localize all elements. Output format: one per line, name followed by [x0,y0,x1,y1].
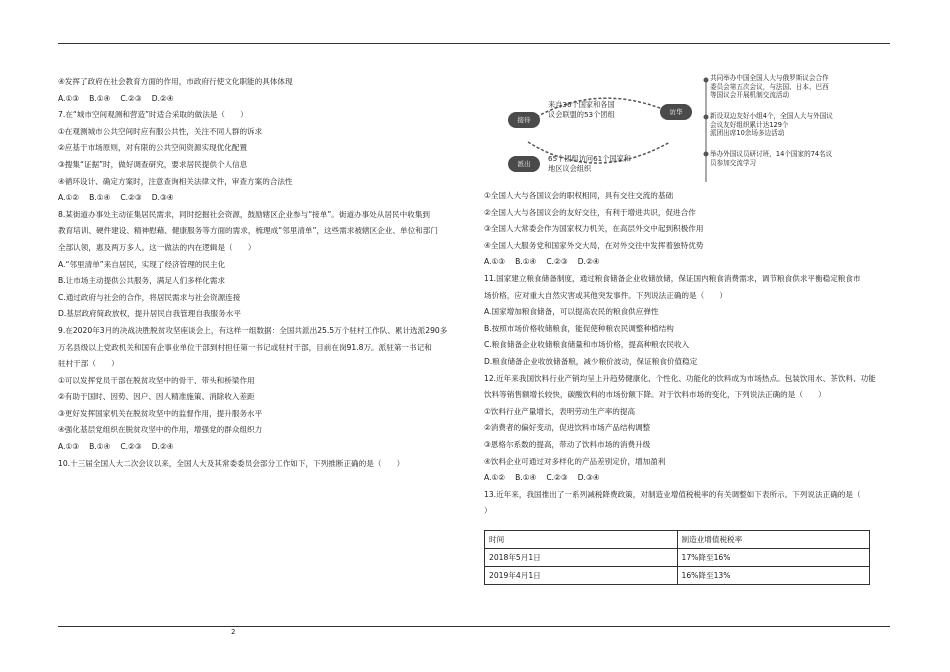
npc-work-figure [500,72,890,190]
page-number: 2 [231,628,236,636]
answer-choice: D.②④ [151,442,174,452]
answer-choice: D.③④ [577,473,600,483]
answer-choice: A.①③ [58,442,80,452]
tag-send: 派出 [508,156,540,172]
text-line: ④循环设计、确定方案时，注意查询相关法律文件，审查方案的合法性 [58,176,293,186]
text-line: A.国家增加粮食储备，可以提高农民的粮食供应弹性 [484,307,659,317]
text-line: 13.近年来，我国推出了一系列减税降费政策，对制造业增值税税率的有关调整如下表所示。下列说法正确的是（ [484,489,861,499]
answer-choices [58,439,476,456]
text-line: ①在观测城市公共空间时应有服公共性，关注不同人群的诉求 [58,126,263,136]
text-line: 全部认领，惠及两万多人。这一做法的内在逻辑是（ ） [58,242,256,252]
text-line: ④饮料企业可通过对多样化的产品差别定价，增加盈利 [484,456,666,466]
text-line: B.让市场主动提供公共服务，满足人们多样化需求 [58,276,226,286]
answer-choices [58,91,476,108]
text-line: D.基层政府简政放权，提升居民自我管理自我服务水平 [58,309,241,319]
right-column [484,188,890,520]
answer-choice: C.②③ [546,473,568,483]
text-line: ） [484,506,492,516]
text-line: C.通过政府与社会的合作，将居民需求与社会资源连接 [58,292,241,302]
figure-note-3: 举办外国议员研讨班，14个国家的74名议 员参加交流学习 [710,150,833,167]
table-header-cell: 时间 [485,531,678,549]
text-line: 11.国家建立粮食储备制度，通过粮食储备企业收储放储，保证国内粮食消费需求，调节粮食供求平衡稳定粮食市 [484,273,861,283]
answer-choice: B.①④ [89,193,111,203]
text-line: ②有助于国时、因势、因户、因人精准施策、消除收入差距 [58,392,255,402]
tag-visit: 访华 [660,104,692,120]
figure-text-top-1: 来自36个国家和各国 [548,100,615,109]
tag-receive: 接待 [508,112,540,128]
figure-note-1: 共同举办中国全国人大与俄罗斯议会合作 委员会第五次会议，与法国、日本、巴西 等国议会开展机制交流活动 [710,74,829,99]
table-cell: 2019年4月1日 [485,567,678,585]
answer-choice: B.①④ [89,93,111,103]
text-line: 10.十三届全国人大二次会议以来，全国人大及其常委委员会部分工作如下，下列推断正确的是（ ） [58,458,405,468]
text-line: C.粮食储备企业收储粮食储量和市场价格，提高种粮农民收入 [484,340,690,350]
figure-timeline [702,72,710,190]
answer-choice: B.①④ [515,257,537,267]
table-cell: 17%降至16% [677,549,870,567]
answer-choice: D.③④ [151,193,174,203]
text-line: 万名县级以上党政机关和国有企事业单位干部到村担任第一书记或驻村干部，目前在岗91.8万。派驻第一书记和 [58,342,432,352]
text-line: 9.在2020年3月的决战决胜脱贫攻坚座谈会上，有这样一组数据：全国共派出25.5万个驻村工作队、累计选派290多 [58,325,448,335]
text-line: 12.近年来我国饮料行业产销均呈上升趋势健康化、个性化、功能化的饮料成为市场热点。包装饮用水、茶饮料、功能 [484,373,876,383]
answer-choice: B.①④ [89,442,111,452]
text-line: ③更好发挥国家机关在脱贫攻坚中的监督作用，提升服务水平 [58,408,263,418]
answer-choice: B.①④ [515,473,537,483]
text-line: ①可以发挥党员干部在脱贫攻坚中的骨干、带头和桥梁作用 [58,375,255,385]
figure-text-bottom-1: 65个团组访问61个国家和 [548,154,631,163]
text-line: 教育培训、硬件建设、精神慰藉、健康服务等方面的需求，梳理成“邻里清单”，这些需求被辖区企业、单位和部门 [58,226,438,236]
answer-choice: C.②③ [120,193,142,203]
answer-choice: A.①② [484,473,506,483]
answer-choice: C.②③ [120,442,142,452]
answer-choices [58,190,476,207]
table-cell: 2018年5月1日 [485,549,678,567]
answer-choice: A.①③ [58,93,80,103]
answer-choice: C.②③ [546,257,568,267]
left-column [58,74,476,472]
table-cell: 16%降至13% [677,567,870,585]
text-line: ③全国人大常委会作为国家权力机关，在高层外交中起到积极作用 [484,224,704,234]
figure-arrows [500,72,698,190]
text-line: ①全国人大与各国议会的职权相同，具有交往交流的基础 [484,191,674,200]
vat-rate-table [484,530,870,585]
text-line: ④强化基层党组织在脱贫攻坚中的作用，增强党的群众组织力 [58,425,263,435]
answer-choice: A.①② [58,193,80,203]
answer-choice: D.②④ [151,93,174,103]
answer-choices [484,254,890,271]
text-line: ②消费者的偏好变动，促进饮料市场产品结构调整 [484,423,651,433]
text-line: ④发挥了政府在社会教育方面的作用，市政府行使文化职能的具体体现 [58,77,293,86]
answer-choice: A.①③ [484,257,506,267]
text-line: A.“邻里清单”来自居民，实现了经济管理的民主化 [58,259,226,269]
figure-notes [702,72,890,190]
figure-diagram [500,72,698,190]
answer-choice: C.②③ [120,93,142,103]
text-line: ①饮料行业产量增长，表明劳动生产率的提高 [484,406,636,416]
text-line: ②全国人大与各国议会的友好交往，有利于增进共识，促进合作 [484,207,696,217]
answer-choices [484,470,890,487]
table-header-cell: 制造业增值税税率 [677,531,870,549]
text-line: ③恩格尔系数的提高，带动了饮料市场的消费升级 [484,439,651,449]
answer-choice: D.②④ [577,257,600,267]
text-line: ②应基于市场原则，对有限的公共空间资源实现优化配置 [58,143,248,153]
text-line: 8.某街道办事处主动征集居民需求，同时挖掘社会资源，鼓励辖区企业参与“接单”。街道办事处从居民中收集到 [58,209,431,219]
top-divider [58,43,890,44]
bottom-divider [58,626,890,627]
table-row [485,549,870,567]
text-line: ③搜集“证据”时，做好调查研究，要求居民提供个人信息 [58,159,248,169]
text-line: ④全国人大服务党和国家外交大局，在对外交往中发挥着独特优势 [484,240,704,250]
figure-text-top-2: 议会联盟的53个团组 [548,110,615,119]
figure-note-2: 新设双边友好小组4个，全国人大与外国议 会议友好组织累计达129个 派团出席10余场多边活动 [710,112,833,137]
table-header-row [485,531,870,549]
figure-text-bottom-2: 地区议会组织 [548,164,592,173]
text-line: D.粮食储备企业收放储备粮，减少粮价波动，保证粮食价值稳定 [484,356,698,366]
text-line: B.按照市场价格收储粮食，能促使种粮农民调整种植结构 [484,323,674,333]
text-line: 饮料等销售额增长较快，碳酸饮料的市场份额下降。对于饮料市场的变化，下列说法正确的是（ ） [484,390,826,400]
text-line: 场价格，应对重大自然灾害或其他突发事件。下列说法正确的是（ ） [484,290,727,300]
text-line: 驻村干部（ ） [58,359,119,369]
text-line: 7.在“城市空间观测和营造”时适合采取的做法是（ ） [58,110,248,120]
table-row [485,567,870,585]
